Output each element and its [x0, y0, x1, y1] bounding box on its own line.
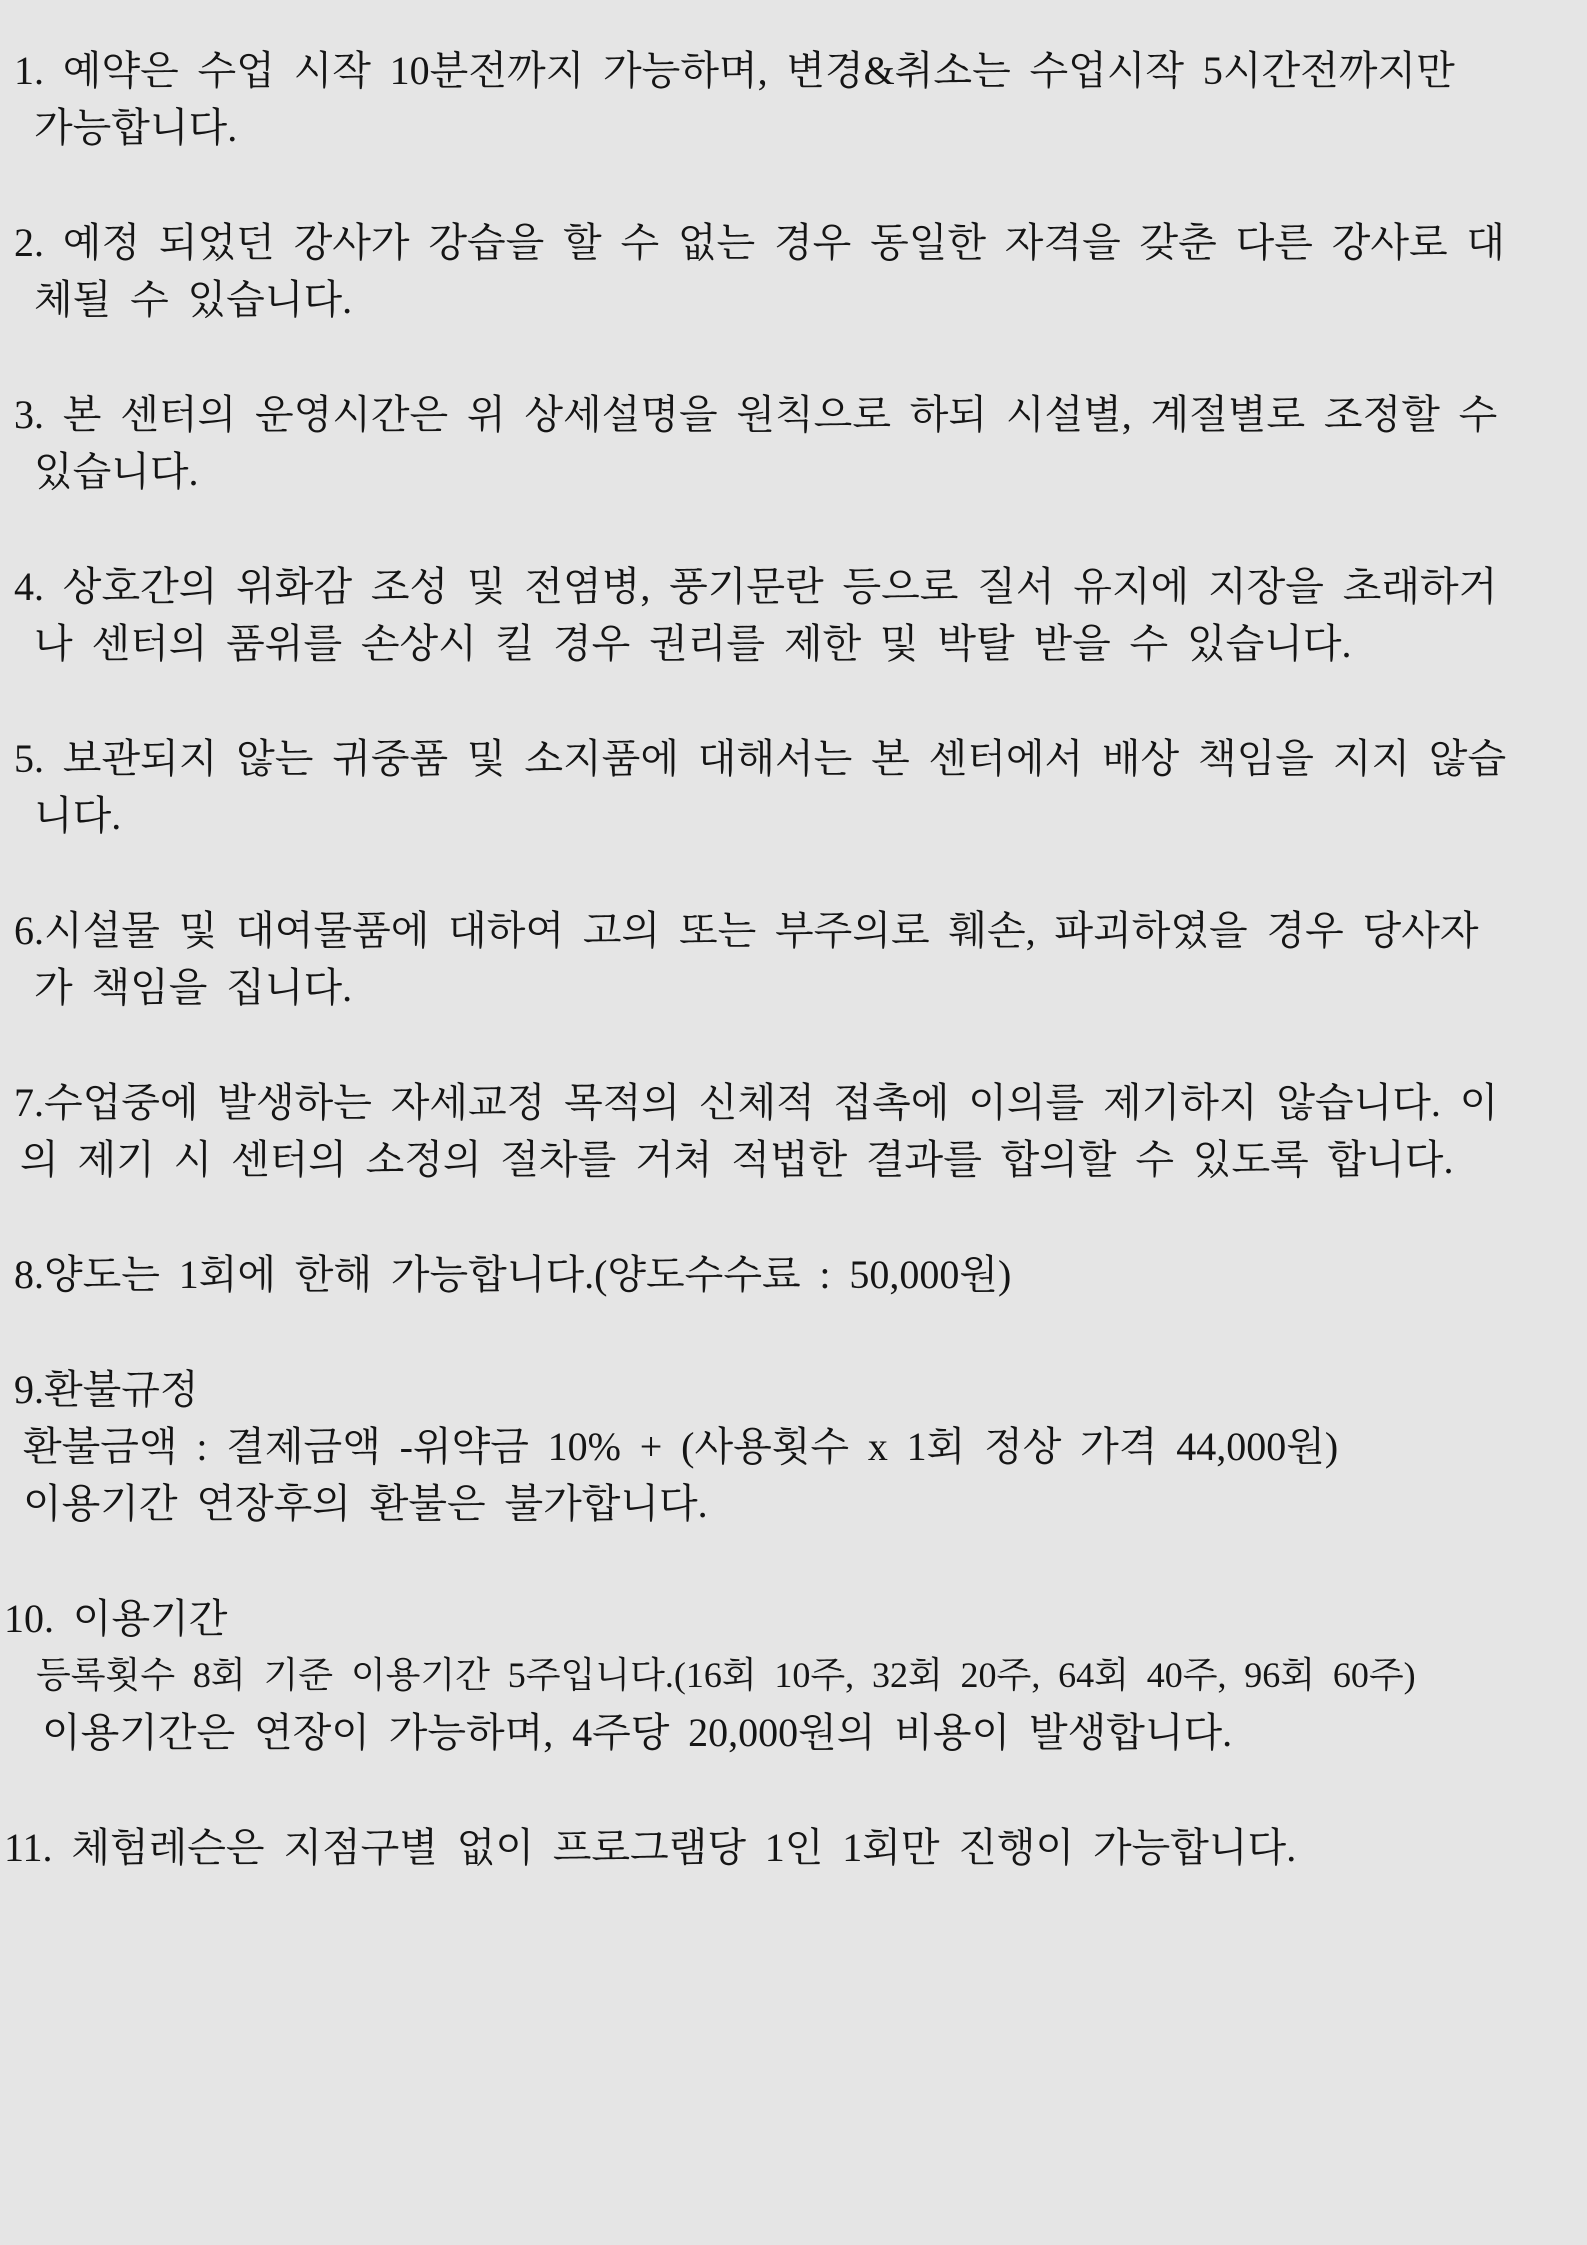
rule-2-line-2: 체될 수 있습니다.: [34, 277, 353, 322]
rule-item-1: [0, 42, 1587, 156]
rule-item-3: [0, 386, 1587, 500]
rule-2-line-1: 2. 예정 되었던 강사가 강습을 할 수 없는 경우 동일한 자격을 갖춘 다른 강사로 대: [14, 220, 1506, 265]
rule-item-8: [0, 1246, 1587, 1303]
rule-10-line-3: 이용기간은 연장이 가능하며, 4주당 20,000원의 비용이 발생합니다.: [42, 1710, 1233, 1755]
rule-1-line-1: 1. 예약은 수업 시작 10분전까지 가능하며, 변경&취소는 수업시작 5시간전까지만: [14, 48, 1455, 93]
rule-9-line-2: 환불금액 : 결제금액 -위약금 10% + (사용횟수 x 1회 정상 가격 44,000원): [23, 1424, 1339, 1469]
rule-1-line-2: 가능합니다.: [34, 105, 238, 150]
rule-6-line-1: 6.시설물 및 대여물품에 대하여 고의 또는 부주의로 훼손, 파괴하였을 경우 당사자: [14, 908, 1479, 953]
rule-3-line-1: 3. 본 센터의 운영시간은 위 상세설명을 원칙으로 하되 시설별, 계절별로 조정할 수: [14, 392, 1498, 437]
rule-11-line-1: 11. 체험레슨은 지점구별 없이 프로그램당 1인 1회만 진행이 가능합니다.: [4, 1825, 1297, 1870]
rule-9-line-1: 9.환불규정: [14, 1367, 199, 1412]
rule-5-line-1: 5. 보관되지 않는 귀중품 및 소지품에 대해서는 본 센터에서 배상 책임을 지지 않습: [14, 736, 1507, 781]
rule-5-line-2: 니다.: [34, 793, 122, 838]
rule-item-7: [0, 1074, 1587, 1188]
rule-item-11: [0, 1819, 1587, 1876]
rule-item-2: [0, 214, 1587, 328]
rule-7-line-2: 의 제기 시 센터의 소정의 절차를 거쳐 적법한 결과를 합의할 수 있도록 합니다.: [20, 1137, 1454, 1182]
rule-8-line-1: 8.양도는 1회에 한해 가능합니다.(양도수수료 : 50,000원): [14, 1252, 1012, 1297]
rule-9-line-3: 이용기간 연장후의 환불은 불가합니다.: [23, 1481, 708, 1526]
rule-4-line-1: 4. 상호간의 위화감 조성 및 전염병, 풍기문란 등으로 질서 유지에 지장을 초래하거: [14, 564, 1498, 609]
rule-item-5: [0, 730, 1587, 844]
rule-item-9: [0, 1361, 1587, 1532]
rule-item-10: [0, 1590, 1587, 1761]
rule-item-6: [0, 902, 1587, 1016]
rule-7-line-1: 7.수업중에 발생하는 자세교정 목적의 신체적 접촉에 이의를 제기하지 않습니다. 이: [14, 1080, 1499, 1125]
rule-10-line-2: 등록횟수 8회 기준 이용기간 5주입니다.(16회 10주, 32회 20주, 64회 40주, 96회 60주): [36, 1655, 1416, 1695]
rule-3-line-2: 있습니다.: [34, 449, 199, 494]
rule-10-line-1: 10. 이용기간: [4, 1596, 228, 1641]
rule-4-line-2: 나 센터의 품위를 손상시 킬 경우 권리를 제한 및 박탈 받을 수 있습니다.: [34, 621, 1352, 666]
rule-6-line-2: 가 책임을 집니다.: [34, 965, 353, 1010]
rule-item-4: [0, 558, 1587, 672]
